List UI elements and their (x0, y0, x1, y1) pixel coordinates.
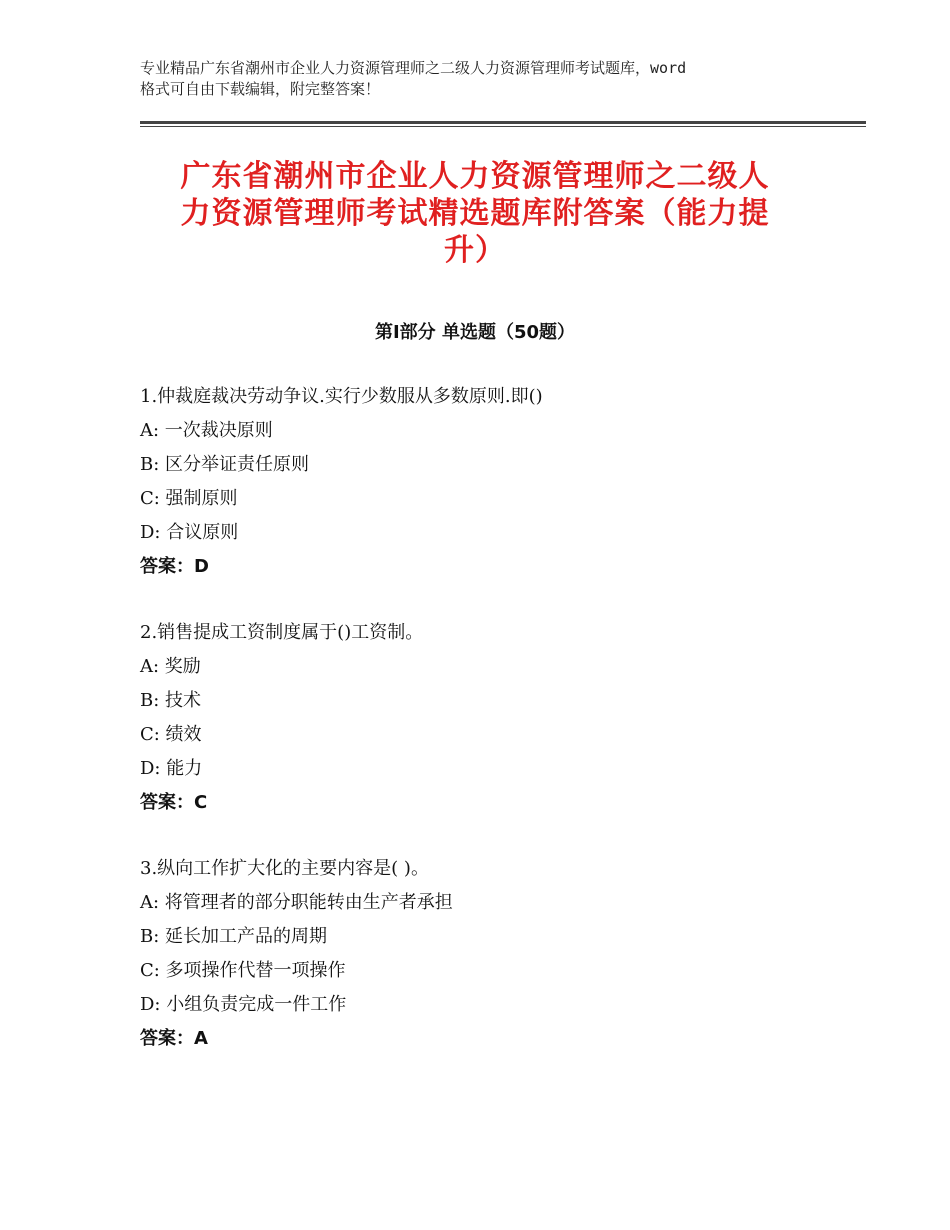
question-stem: 1.仲裁庭裁决劳动争议.实行少数服从多数原则.即() (140, 386, 543, 407)
header-divider-thick (140, 121, 866, 124)
option-b: B: 区分举证责任原则 (140, 454, 310, 475)
option-a: A: 将管理者的部分职能转由生产者承担 (140, 892, 453, 913)
answer-label: 答案：C (140, 792, 208, 813)
question-list (140, 380, 860, 1088)
header-note-line-1: 专业精品广东省潮州市企业人力资源管理师之二级人力资源管理师考试题库，word (140, 59, 687, 77)
title-line-2: 力资源管理师考试精选题库附答案（能力提 (180, 196, 770, 231)
title-line-1: 广东省潮州市企业人力资源管理师之二级人 (180, 159, 770, 194)
answer-label: 答案：D (140, 556, 209, 577)
question-1 (140, 380, 860, 584)
header-note (140, 58, 830, 100)
header-divider-thin (140, 126, 866, 127)
question-stem: 3.纵向工作扩大化的主要内容是( )。 (140, 858, 429, 879)
option-c: C: 强制原则 (140, 488, 238, 509)
title-line-3: 升） (444, 233, 506, 268)
section-title: 第Ⅰ部分 单选题（50题） (374, 322, 575, 343)
question-3 (140, 852, 860, 1056)
question-2 (140, 616, 860, 820)
header-note-line-2: 格式可自由下载编辑，附完整答案！ (140, 80, 381, 98)
option-d: D: 小组负责完成一件工作 (140, 994, 347, 1015)
option-b: B: 延长加工产品的周期 (140, 926, 328, 947)
option-a: A: 奖励 (140, 656, 201, 677)
answer-label: 答案：A (140, 1028, 208, 1049)
option-a: A: 一次裁决原则 (140, 420, 273, 441)
option-d: D: 合议原则 (140, 522, 239, 543)
question-stem: 2.销售提成工资制度属于()工资制。 (140, 622, 424, 643)
option-c: C: 绩效 (140, 724, 202, 745)
option-b: B: 技术 (140, 690, 202, 711)
option-c: C: 多项操作代替一项操作 (140, 960, 346, 981)
option-d: D: 能力 (140, 758, 203, 779)
document-title (135, 158, 815, 269)
